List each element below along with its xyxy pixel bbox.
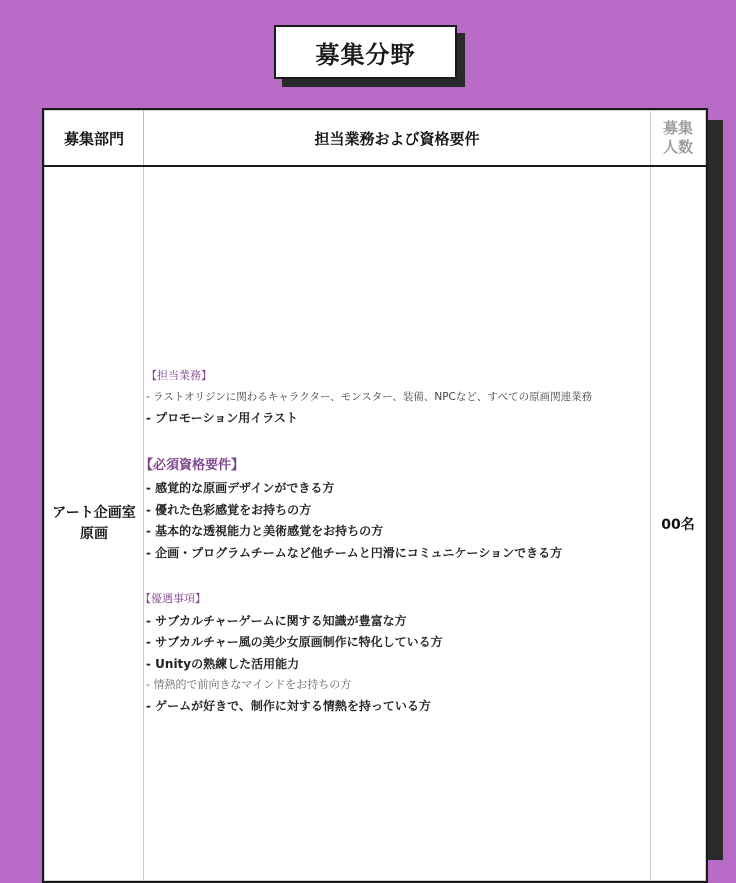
desc-content bbox=[140, 367, 650, 720]
desc-cell bbox=[140, 166, 651, 881]
preferred-item: - サブカルチャーゲームに関する知識が豊富な方 bbox=[146, 613, 407, 628]
preferred-section bbox=[140, 590, 650, 715]
preferred-label: 【優遇事項】 bbox=[140, 591, 206, 605]
table-row bbox=[45, 166, 706, 881]
duty-item: - プロモーション用イラスト bbox=[146, 410, 298, 425]
required-item: - 優れた色彩感覚をお持ちの方 bbox=[146, 502, 312, 517]
duty-item: - ラストオリジンに関わるキャラクター、モンスター、装備、NPCなど、すべての原画関連業務 bbox=[146, 391, 593, 403]
dept-cell bbox=[45, 166, 144, 881]
table-header-row bbox=[45, 111, 706, 167]
dept-line2: 原画 bbox=[80, 525, 108, 542]
duties-section bbox=[146, 367, 650, 426]
recruitment-table bbox=[42, 108, 708, 883]
required-item: - 企画・プログラムチームなど他チームと円滑にコミュニケーションできる方 bbox=[146, 546, 563, 561]
required-section bbox=[140, 454, 650, 561]
required-label: 【必須資格要件】 bbox=[140, 458, 245, 474]
preferred-item: - 情熱的で前向きなマインドをお持ちの方 bbox=[146, 678, 352, 692]
header-count-text: 募集 人数 bbox=[662, 119, 693, 156]
preferred-item: - サブカルチャー風の美少女原画制作に特化している方 bbox=[146, 635, 443, 650]
preferred-item: - ゲームが好きで、制作に対する情熱を持っている方 bbox=[146, 698, 431, 713]
page-title: 募集分野 bbox=[274, 25, 457, 79]
duties-label: 【担当業務】 bbox=[146, 369, 212, 382]
header-count bbox=[651, 111, 706, 167]
preferred-item: - Unityの熟練した活用能力 bbox=[146, 656, 300, 671]
recruitment-table-grid bbox=[44, 110, 706, 881]
header-desc: 担当業務および資格要件 bbox=[144, 111, 651, 167]
dept-line1: アート企画室 bbox=[52, 504, 136, 521]
required-item: - 感覚的な原画デザインができる方 bbox=[146, 481, 335, 496]
count-cell: 00名 bbox=[651, 166, 706, 881]
header-dept: 募集部門 bbox=[45, 111, 144, 167]
required-item: - 基本的な透視能力と美術感覚をお持ちの方 bbox=[146, 524, 384, 539]
